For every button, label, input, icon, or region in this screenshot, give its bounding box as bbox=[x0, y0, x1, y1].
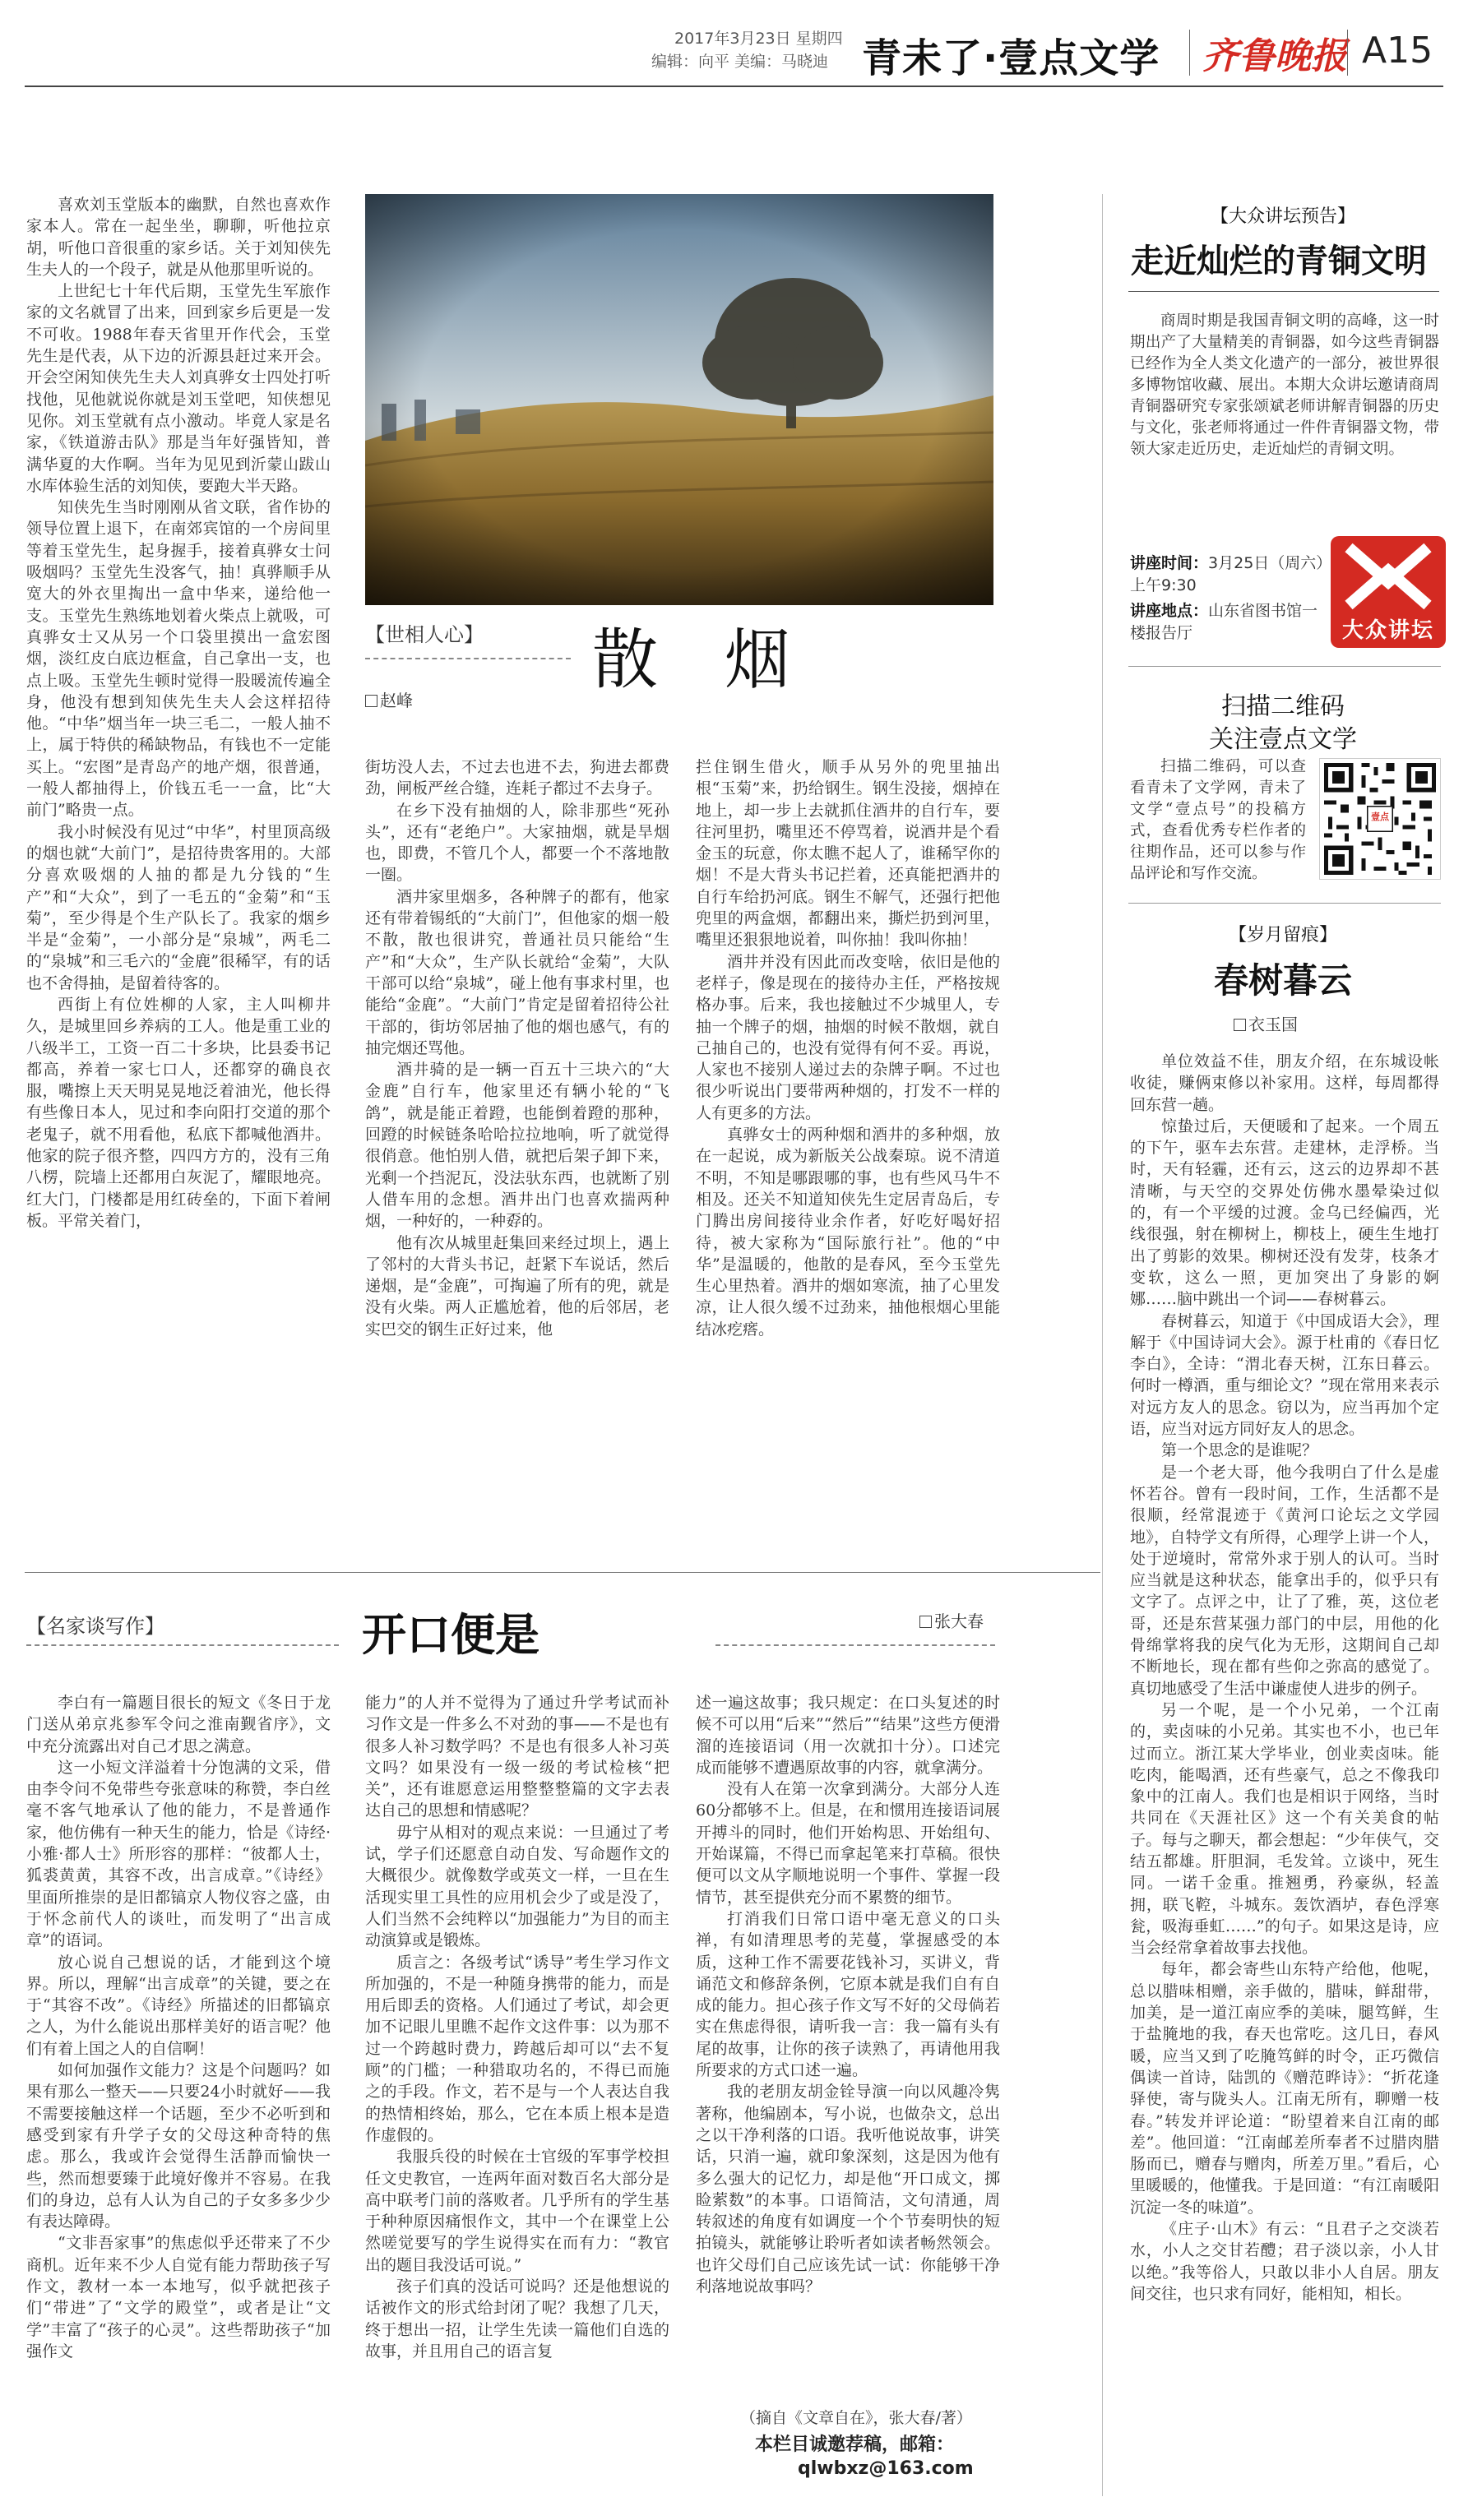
essay-tag: 【岁月留痕】 bbox=[1228, 925, 1337, 946]
essay-paragraph: 《庄子·山木》有云：“且君子之交淡若水，小人之交甘若醴；君子淡以亲，小人甘以绝。”我等俗人，只敢以非小人自居。朋友间交往，也只求有同好，能相知，相长。 bbox=[1130, 2220, 1439, 2303]
kaikou-contact-email[interactable]: qlwbxz@163.com bbox=[798, 2458, 974, 2479]
sanyan-paragraph: 拦住钢生借火，顺手从另外的兜里抽出根“玉菊”来，扔给钢生。钢生没接，烟掉在地上，却一步上去就抓住酒井的自行车，要往河里扔，嘴里还不停骂着，说酒井是个看金玉的玩意，你太瞧不起人了，谁稀罕你的烟！不是大背头书记拦着，还真能把酒井的自行车给扔河底。钢生不解气，还强行把他兜里的两盒烟，都翻出来，撕烂扔到河里，嘴里还狠狠地说着，叫你抽！我叫你抽！ bbox=[696, 758, 1000, 950]
lecture-logo-text: 大众讲坛 bbox=[1341, 618, 1434, 643]
scan-title-1: 扫描二维码 bbox=[1221, 692, 1345, 721]
kaikou-column-2 bbox=[365, 1692, 669, 2498]
kaikou-source: （摘自《文章自在》，张大春/著） bbox=[740, 2409, 972, 2427]
header-section: 青未了·壹点文学 bbox=[862, 35, 1160, 81]
header-date: 2017年3月23日 星期四 bbox=[674, 30, 843, 48]
sanyan-paragraph: 酒井家里烟多，各种牌子的都有，他家还有带着锡纸的“大前门”，但他家的烟一般不散，散也很讲究，普通社员只能给“生产”和“大众”，生产队长就给“金菊”，大队干部可以给“泉城”，碰上他有事求村里，也能给“金鹿”。“大前门”肯定是留着招待公社干部的，街坊邻居抽了他的烟也感气，有的抽完烟还骂他。 bbox=[365, 887, 669, 1057]
kaikou-column-1 bbox=[26, 1692, 331, 2498]
scan-title-2: 关注壹点文学 bbox=[1209, 725, 1357, 754]
essay-paragraph: 单位效益不佳，朋友介绍，在东城设帐收徒，赚俩束修以补家用。这样，每周都得回东营一趟。 bbox=[1130, 1052, 1439, 1114]
header-paper-logo: 齐鲁晚报 bbox=[1202, 35, 1347, 77]
sanyan-paragraph: 街坊没人去，不过去也进不去，狗进去都费劲，闸板严丝合缝，连耗子都过不去身子。 bbox=[365, 758, 669, 798]
sanyan-title: 散 烟 bbox=[592, 622, 799, 698]
kaikou-paragraph: “文非吾家事”的焦虑似乎还带来了不少商机。近年来不少人自觉有能力帮助孩子写作文，教材一本一本地写，似乎就把孩子们“带进”了“文学的殿堂”，或者是让“文学”丰富了“孩子的心灵”。这些帮助孩子“加强作文 bbox=[26, 2234, 331, 2360]
lecture-place-value: 山东省图书馆一楼报告厅 bbox=[1130, 602, 1318, 642]
kaikou-contact-label: 本栏目诚邀荐稿，邮箱： bbox=[755, 2434, 955, 2455]
kaikou-column-tag: 【名家谈写作】 bbox=[26, 1615, 164, 1638]
sanyan-author: 赵峰 bbox=[365, 687, 413, 711]
left-paragraph: 知侠先生当时刚刚从省文联，省作协的领导位置上退下，在南郊宾馆的一个房间里等着玉堂先生，起身握手，接着真骅女士问吸烟吗？玉堂先生没客气，抽！真骅顺手从宽大的外衣里掏出一盒中华来，递给他一支。玉堂先生熟练地划着火柴点上就吸，可真骅女士又从另一个口袋里摸出一盒宏图烟，淡红皮白底边框盒，自己拿出一支，也点上吸。玉堂先生顿时觉得一股暖流传遍全身，他没有想到知侠先生夫人会这样招待他。“中华”烟当年一块三毛二，一般人抽不上，属于特供的稀缺物品，有钱也不一定能买上。“宏图”是青岛产的地产烟，很普通，一般人都抽得上，价钱五毛一一盒，比“大前门”略贵一点。 bbox=[26, 498, 331, 820]
lecture-logo bbox=[1331, 536, 1446, 648]
sanyan-paragraph: 真骅女士的两种烟和酒井的多种烟，放在一起说，成为新版关公战秦琼。说不清道不明，不知是哪跟哪的事，也有些风马牛不相及。还关不知道知侠先生定居青岛后，专门腾出房间接待业余作者，好吃好喝好招待，被大家称为“国际旅行社”。他的“中华”是温暖的，他散的是春风，至今玉堂先生心里热着。酒井的烟如寒流，抽了心里发凉，让人很久缓不过劲来，抽他根烟心里能结冰疙瘩。 bbox=[696, 1126, 1000, 1339]
preview-rule bbox=[1128, 291, 1439, 292]
preview-text: 商周时期是我国青铜文明的高峰，这一时期出产了大量精美的青铜器，如今这些青铜器已经作为全人类文化遗产的一部分，被世界很多博物馆收藏、展出。本期大众讲坛邀请商周青铜器研究专家张颂斌老师讲解青铜器的历史与文化，张老师将通过一件件青铜器文物，带领大家走近历史，走近灿烂的青铜文明。 bbox=[1130, 312, 1439, 458]
qr-caption: 壹点 bbox=[1371, 811, 1389, 822]
lecture-place bbox=[1130, 600, 1327, 645]
essay-author: 衣玉国 bbox=[1234, 1011, 1298, 1035]
essay-title: 春树暮云 bbox=[1213, 960, 1352, 1001]
essay-paragraph: 第一个思念的是谁呢？ bbox=[1161, 1441, 1318, 1460]
kaikou-paragraph: 质言之：各级考试“诱导”考生学习作文所加强的，不是一种随身携带的能力，而是用后即丢的资格。人们通过了考试，却会更加不记眼儿里瞧不起作文这件事：以为那不过一个跨越时费力，跨越后却可以“去不复顾”的门槛；一种猎取功名的，不得已而施之的手段。作文，若不是与一个人表达自我的热情相终始，那么，它在本质上根本是造作虚假的。 bbox=[365, 1953, 669, 2144]
left-paragraph: 上世纪七十年代后期，玉堂先生军旅作家的文名就冒了出来，回到家乡后更是一发不可收。1988年春天省里开作代会，玉堂先生是代表，从下边的沂源县赶过来开会。开会空闲知侠先生夫人刘真骅女士四处打听找他，见他就说你就是刘玉堂吧，知侠想见见你。刘玉堂就有点小激动。毕竟人家是名家，《铁道游击队》那是当年好强皆知，普满华夏的大作啊。当年为见见到沂蒙山跋山水库体验生活的刘知侠，要跑大半天路。 bbox=[26, 282, 331, 495]
header-divider bbox=[1189, 30, 1190, 76]
kaikou-paragraph: 孩子们真的没话可说吗？还是他想说的话被作文的形式给封闭了呢？我想了几天，终于想出一招，让学生先读一篇他们自选的故事，并且用自己的语言复 bbox=[365, 2277, 669, 2360]
kaikou-paragraph: 李白有一篇题目很长的短文《冬日于龙门送从弟京兆参军令问之淮南觐省序》，文中充分流露出对自己才思之满意。 bbox=[26, 1694, 331, 1755]
essay-body bbox=[1130, 1051, 1439, 2498]
sanyan-dashed-rule bbox=[365, 658, 571, 659]
landscape-photo bbox=[365, 194, 993, 605]
left-paragraph: 我小时候没有见过“中华”，村里顶高级的烟也就“大前门”，是招待贵客用的。大部分喜欢吸烟的人抽的都是九分钱的“生产”和“大众”，到了一毛五的“金菊”和“玉菊”，至少得是个生产队长了。我家的烟乡半是“金菊”，一小部分是“泉城”，两毛二的“泉城”和三毛六的“金鹿”很稀罕，有的话也不舍得抽，是留着待客的。 bbox=[26, 822, 331, 992]
kaikou-paragraph: 述一遍这故事；我只规定：在口头复述的时候不可以用“后来”“然后”“结果”这些方便滑溜的连接语词（用一次就扣十分）。口述完成而能够不遭遇原故事的内容，就拿满分。 bbox=[696, 1694, 1000, 1777]
header-rule bbox=[25, 86, 1443, 87]
kaikou-dashed-rule-right bbox=[715, 1644, 995, 1646]
section-divider bbox=[25, 1572, 1100, 1573]
sidebar-rule-1 bbox=[1128, 666, 1441, 667]
essay-paragraph: 惊蛰过后，天便暖和了起来。一个周五的下午，驱车去东营。走建林，走浮桥。当时，天有轻霾，还有云，这云的边界却不甚清晰，与天空的交界处仿佛水墨晕染过似的，有一个平缓的过渡。金乌已经偏西，光线很强，射在柳树上，柳枝上，硬生生地打出了剪影的效果。柳树还没有发芽，枝条才变软，这么一照，更加突出了身影的婀娜……脑中跳出一个词——春树暮云。 bbox=[1130, 1117, 1439, 1309]
kaikou-paragraph: 没有人在第一次拿到满分。大部分人连60分都够不上。但是，在和惯用连接语词展开搏斗的同时，他们开始构思、开始组句、开始谋篇，不得已而拿起笔来打草稿。很快便可以文从字顺地说明一个事件、掌握一段情节，甚至提供充分而不累赘的细节。 bbox=[696, 1780, 1000, 1907]
sanyan-paragraph: 酒井骑的是一辆一百五十三块六的“大金鹿”自行车，他家里还有辆小轮的“飞鸽”，就是能正着蹬，也能倒着蹬的那种，回蹬的时候链条哈哈拉拉地响，听了就觉得很俏意。他怕别人借，就把后架子卸下来，光剩一个挡泥瓦，没法驮东西，也就断了别人借车用的念想。酒井出门也喜欢揣两种烟，一种好的，一种孬的。 bbox=[365, 1061, 669, 1231]
essay-paragraph: 另一个呢，是一个小兄弟，一个江南的，卖卤味的小兄弟。其实也不小，也已年过而立。浙江某大学毕业，创业卖卤味。能吃肉，能喝酒，还有些豪气，总之不像我印象中的江南人。我们也是相识于网络，当时共同在《天涯社区》这一个有关美食的帖子。每与之聊天，都会想起：“少年侠气，交结五都雄。肝胆洞，毛发耸。立谈中，死生同。一诺千金重。推翘勇，矜豪纵，轻盖拥，联飞鞚，斗城东。轰饮酒垆，春色浮寒瓮，吸海垂虹……”的句子。如果这是诗，应当会经常拿着故事去找他。 bbox=[1130, 1700, 1439, 1958]
kaikou-paragraph: 能力”的人并不觉得为了通过升学考试而补习作文是一件多么不对劲的事——不是也有很多人补习数学吗？不是也有很多人补习英文吗？如果没有一级一级的考试检核“把关”，还有谁愿意运用整整整篇的文字去表达自己的思想和情感呢？ bbox=[365, 1694, 669, 1820]
kaikou-paragraph: 放心说自己想说的话，才能到这个境界。所以，理解“出言成章”的关键，要之在于“其容不改”。《诗经》所描述的旧都镐京之人，为什么能说出那样美好的语言呢？他们有着上国之人的自信啊！ bbox=[26, 1953, 331, 2058]
kaikou-paragraph: 打消我们日常口语中毫无意义的口头禅，有如清理思考的芜蔓，掌握感受的本质，这种工作不需要花钱补习，买讲义，背诵范文和修辞条例，它原本就是我们自有自成的能力。担心孩子作文写不好的父母倘若实在焦虑得很，请听我一言：我一篇有头有尾的故事，让你的孩子读熟了，再请他用我所要求的方式口述一遍。 bbox=[696, 1909, 1000, 2080]
sidebar-rule-2 bbox=[1128, 903, 1441, 904]
left-paragraph: 喜欢刘玉堂版本的幽默，自然也喜欢作家本人。常在一起坐坐，聊聊，听他拉京胡，听他口音很重的家乡话。关于刘知侠先生夫人的一个段子，就是从他那里听说的。 bbox=[26, 196, 331, 279]
lecture-time bbox=[1130, 553, 1327, 597]
sanyan-column-2 bbox=[696, 756, 1000, 1554]
left-paragraph: 西街上有位姓柳的人家，主人叫柳井久，是城里回乡养病的工人。他是重工业的八级半工，工资一百二十多块，比县委书记都高，养着一家七口人，还都穿的确良衣服，嘴擦上天天明晃晃地泛着油光，他长得有些像日本人，见过和李向阳打交道的那个老鬼子，就不用看他，私底下都喊他酒井。他家的院子很齐整，四四方方的，没有三角八楞，院墙上还都用白灰泥了，耀眼地亮。红大门，门楼都是用红砖垒的，下面下着闸板。平常关着门， bbox=[26, 995, 331, 1230]
preview-tag: 【大众讲坛预告】 bbox=[1210, 206, 1355, 227]
sanyan-paragraph: 酒井并没有因此而改变啥，依旧是他的老样子，像是现在的接待办主任，严格按规格办事。后来，我也接触过不少城里人，专抽一个牌子的烟，抽烟的时候不散烟，就自己抽自己的，也没有觉得有何不妥。再说，人家也不接别人递过去的杂牌子啊。不过也很少听说出门要带两种烟的，打发不一样的人有更多的方法。 bbox=[696, 952, 1000, 1122]
kaikou-paragraph: 这一小短文洋溢着十分饱满的文采，借由李令问不免带些夸张意味的称赞，李白丝毫不客气地承认了他的能力，不是普通作家，他仿佛有一种天生的能力，恰是《诗经·小雅·都人士》所形容的那样：“彼都人士，狐裘黄黄，其容不改，出言成章。”《诗经》里面所推崇的是旧都镐京人物仪容之盛，由于怀念前代人的谈吐，而发明了“出言成章”的语词。 bbox=[26, 1758, 331, 1950]
header-editors: 编辑：向平 美编：马晓迪 bbox=[651, 53, 829, 71]
kaikou-paragraph: 我的老朋友胡金铨导演一向以风趣冷隽著称，他编剧本，写小说，也做杂文，总出之以干净利落的口语。我听他说故事，讲笑话，只消一遍，就印象深刻，这是因为他有多么强大的记忆力，却是他“开口成文，掷睑萦数”的本事。口语简洁，文句清通，周转叙述的角度有如调度一个个节奏明快的短拍镜头，就能够让聆听者如读者畅然领会。也许父母们自己应该先试一试：你能够干净利落地说故事吗？ bbox=[696, 2083, 1000, 2296]
kaikou-author: 张大春 bbox=[919, 1608, 984, 1632]
qr-code[interactable] bbox=[1319, 758, 1441, 880]
left-column bbox=[26, 194, 331, 1551]
lecture-time-label: 讲座时间： bbox=[1130, 554, 1209, 572]
sanyan-column-1 bbox=[365, 756, 669, 1554]
header-page-number: A15 bbox=[1362, 30, 1433, 72]
sanyan-column-tag: 【世相人心】 bbox=[365, 623, 484, 646]
kaikou-paragraph: 我服兵役的时候在士官级的军事学校担任文史教官，一连两年面对数百名大部分是高中联考门前的落败者。几乎所有的学生基于种种原因痛恨作文，其中一个在课堂上公然嗟觉要写的学生说得实在而有力：“教官出的题目我没话可说。” bbox=[365, 2148, 669, 2274]
sidebar-divider bbox=[1102, 194, 1103, 2496]
sanyan-paragraph: 在乡下没有抽烟的人，除非那些“死孙头”，还有“老绝户”。大家抽烟，就是旱烟也，即费，不管几个人，都要一个不落地散一圈。 bbox=[365, 801, 669, 885]
lecture-logo-mark-icon bbox=[1331, 536, 1446, 612]
kaikou-dashed-rule-left bbox=[26, 1644, 339, 1646]
scan-text: 扫描二维码，可以查看青未了文学网，青未了文学“壹点号”的投稿方式，查看优秀专栏作者的往期作品，还可以参与作品评论和写作交流。 bbox=[1130, 758, 1306, 882]
essay-paragraph: 春树暮云，知道于《中国成语大会》，理解于《中国诗词大会》。源于杜甫的《春日忆李白》，全诗：“渭北春天树，江东日暮云。何时一樽酒，重与细论文？”现在常用来表示对远方友人的思念。窃以为，应当再加个定语，应当对远方同好友人的思念。 bbox=[1130, 1311, 1439, 1439]
lecture-time-value: 3月25日（周六）上午9:30 bbox=[1130, 554, 1324, 594]
kaikou-paragraph: 毋宁从相对的观点来说：一旦通过了考试，学子们还愿意自动自发、写命题作文的大概很少。就像数学或英文一样，一旦在生活现实里工具性的应用机会少了或是没了，人们当然不会纯粹以“加强能力”为目的而主动演算或是锻炼。 bbox=[365, 1823, 669, 1950]
sanyan-paragraph: 他有次从城里赶集回来经过坝上，遇上了邻村的大背头书记，赶紧下车说话，然后递烟，是“金鹿”，可掏遍了所有的兜，就是没有火柴。两人正尴尬着，他的后邻居，老实巴交的钢生正好过来，他 bbox=[365, 1233, 669, 1339]
preview-title: 走近灿烂的青铜文明 bbox=[1131, 243, 1427, 280]
kaikou-title: 开口便是 bbox=[362, 1609, 540, 1661]
lecture-place-label: 讲座地点： bbox=[1130, 602, 1209, 620]
tree-field-illustration bbox=[365, 194, 993, 605]
kaikou-paragraph: 如何加强作文能力？这是个问题吗？如果有那么一整天——只要24小时就好——我不需要接触这样一个话题，至少不必听到和感受到家有升学子女的父母这种奇特的焦虑。那么，我或许会觉得生活静而愉快一些，然而想要臻于此境好像并不容易。在我们的身边，总有人认为自己的子女多多少少有表达障碍。 bbox=[26, 2061, 331, 2231]
essay-paragraph: 是一个老大哥，他今我明白了什么是虚怀若谷。曾有一段时间，工作，生活都不是很顺，经常混迹于《黄河口论坛之文学园地》，自特学文有所得，心理学上讲一个人，处于逆境时，常常外求于别人的认可。当时应当就是这种状态，能拿出手的，似乎只有文字了。点评之中，让了了雅，英，这位老哥，还是东营某强力部门的中层，用他的化骨绵掌将我的戾气化为无形，这期间自己却不断地长，现在都有些仰之弥高的感觉了。真切地感受了生活中谦虚使人进步的例子。 bbox=[1130, 1463, 1439, 1698]
kaikou-column-3 bbox=[696, 1692, 1000, 2399]
essay-paragraph: 每年，都会寄些山东特产给他，他呢，总以腊味相赠，亲手做的，腊味，鲜甜带，加美，是一道江南应季的美味，腿笃鲜，生于盐腌地的我，春天也常吃。这几日，春风暖，应当又到了吃腌笃鲜的时令，正巧微信偶读一首诗，陆凯的《赠范晔诗》：“折花逢驿使，寄与陇头人。江南无所有，聊赠一枝春。”转发并评论道：“盼望着来自江南的邮差”。他回道：“江南邮差所奉者不过腊肉腊肠而已，赠春与赠肉，所差万里。”看后，心里暖暖的，他懂我。于是回道：“有江南暖阳沉淀一冬的味道”。 bbox=[1130, 1960, 1439, 2217]
header-divider-2 bbox=[1347, 30, 1348, 76]
